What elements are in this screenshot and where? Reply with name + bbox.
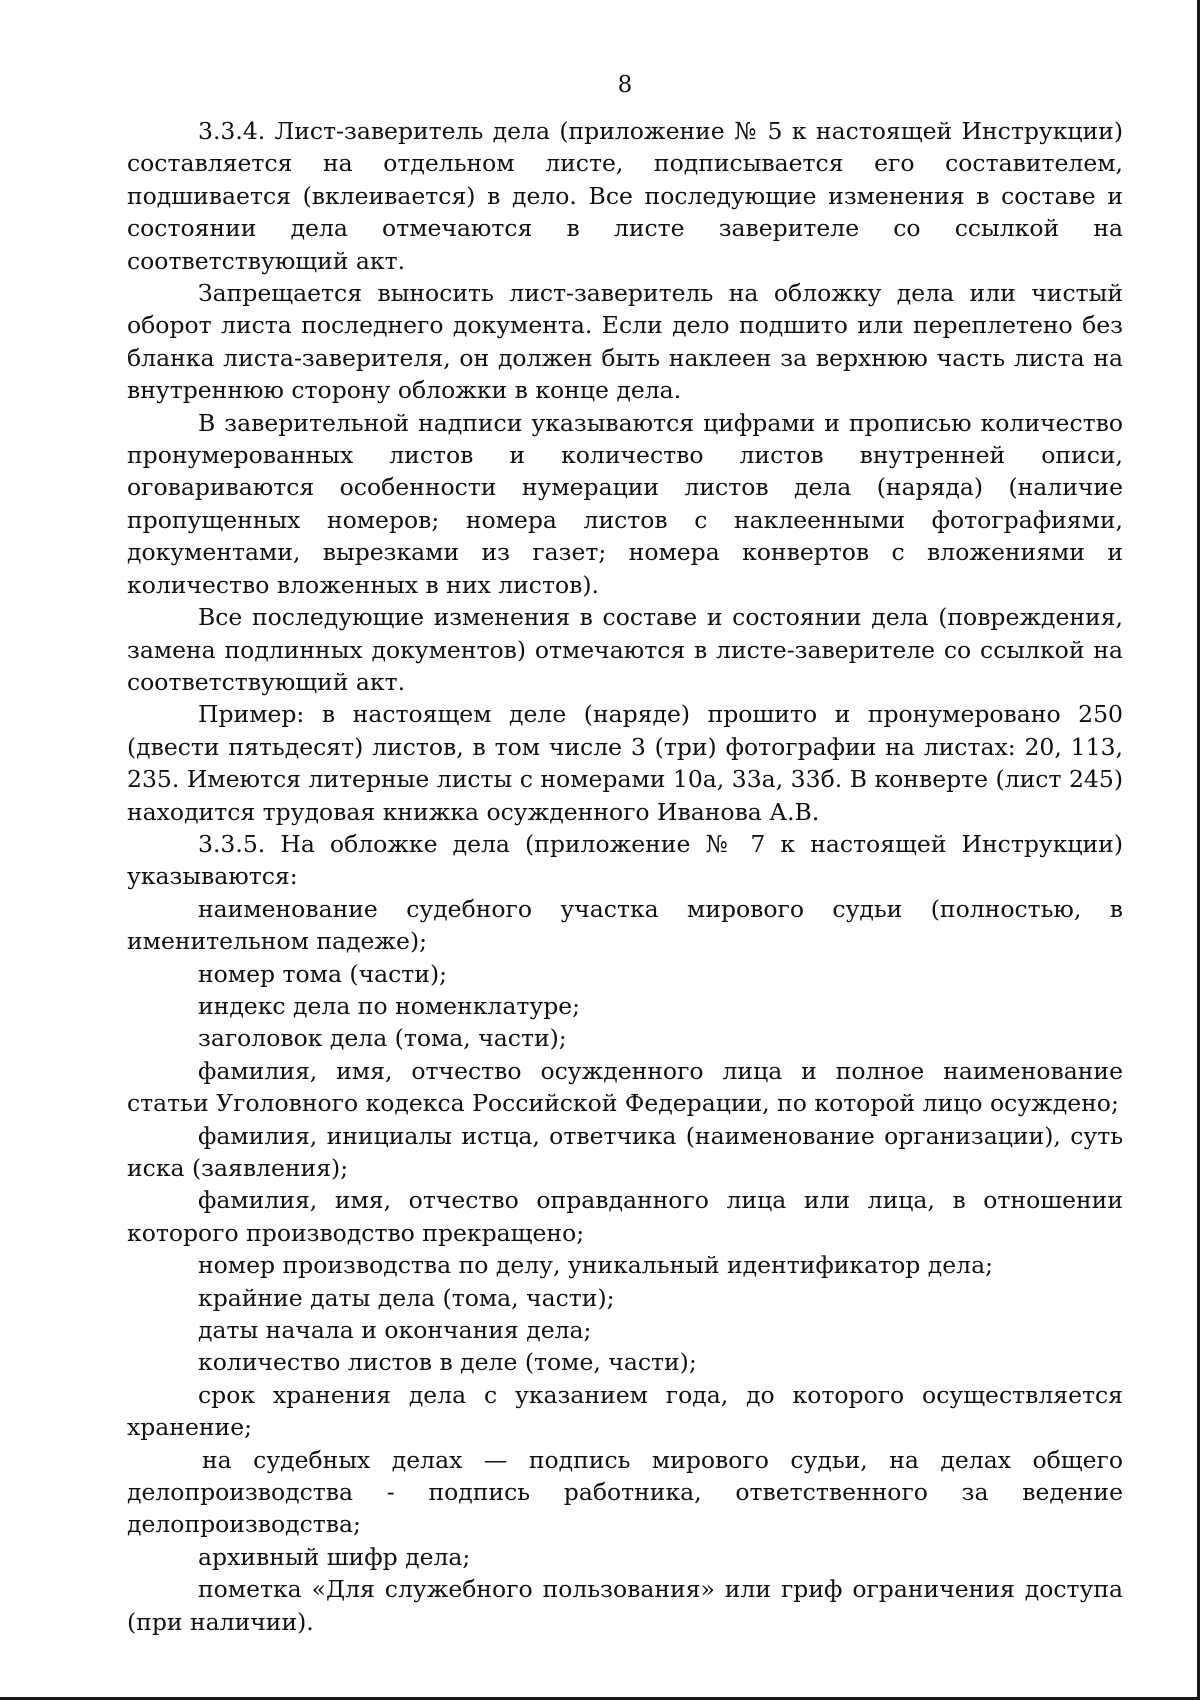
list-item: номер тома (части); (198, 959, 448, 988)
list-item: срок хранения дела с указанием года, до которого осуществляется хранение; (127, 1380, 1123, 1442)
page-number: 8 (617, 72, 633, 98)
list-item: индекс дела по номенклатуре; (198, 991, 581, 1020)
paragraph-3-3-4: 3.3.4. Лист-заверитель дела (приложение № 5 к настоящей Инструкции) составляется на отдельном листе, подписывается его составителем, подшивается (вклеивается) в дело. Все последующие изменения в составе и состоянии дела отмечаются в листе заверителе со ссылкой на соответствующий акт. (127, 117, 1123, 275)
list-item: наименование судебного участка мирового судьи (полностью, в именительном падеже); (127, 894, 1123, 956)
paragraph-example: Пример: в настоящем деле (наряде) прошито и пронумеровано 250 (двести пятьдесят) листов, в том числе 3 (три) фотографии на листах: 20, 113, 235. Имеются литерные листы с номерами 10а, 33а, 33б. В конверте (лист 245) находится трудовая книжка осужденного Иванова А.В. (127, 700, 1123, 826)
paragraph-changes: Все последующие изменения в составе и состоянии дела (повреждения, замена подлинных документов) отмечаются в листе-заверителе со ссылкой на соответствующий акт. (127, 603, 1123, 696)
list-item: пометка «Для служебного пользования» или гриф ограничения доступа (при наличии). (127, 1575, 1123, 1636)
list-item: фамилия, инициалы истца, ответчика (наименование организации), суть иска (заявления); (127, 1121, 1123, 1182)
list-item: даты начала и окончания дела; (198, 1316, 592, 1345)
paragraph-3-3-5: 3.3.5. На обложке дела (приложение № 7 к настоящей Инструкции) указываются: (127, 829, 1123, 891)
list-item: фамилия, имя, отчество осужденного лица и полное наименование статьи Уголовного кодекса Российской Федерации, по которой лицо осуждено; (127, 1056, 1123, 1118)
paragraph-certification-note: В заверительной надписи указываются цифрами и прописью количество пронумерованных листов и количество листов внутренней описи, оговариваются особенности нумерации листов дела (наряда) (наличие пропущенных номеров; номера листов с наклеенными фотографиями, документами, вырезками из газет; номера конвертов с вложениями и количество вложенных в них листов). (127, 408, 1123, 599)
list-item: архивный шифр дела; (198, 1542, 471, 1571)
list-item: крайние даты дела (тома, части); (198, 1283, 615, 1312)
document-body (127, 115, 1123, 1638)
paragraph-prohibition: Запрещается выносить лист-заверитель на обложку дела или чистый оборот листа последнего документа. Если дело подшито или переплетено без бланка листа-заверителя, он должен быть наклеен за верхнюю часть листа на внутреннюю сторону обложки в конце дела. (127, 279, 1123, 405)
list-item: заголовок дела (тома, части); (198, 1024, 567, 1053)
list-item: количество листов в деле (томе, части); (198, 1348, 697, 1377)
list-item: на судебных делах — подпись мирового судьи, на делах общего делопроизводства - подпись работника, ответственного за ведение делопроизводства; (127, 1445, 1123, 1539)
list-item: номер производства по делу, уникальный идентификатор дела; (198, 1251, 994, 1280)
list-item: фамилия, имя, отчество оправданного лица или лица, в отношении которого производство прекращено; (127, 1186, 1123, 1247)
